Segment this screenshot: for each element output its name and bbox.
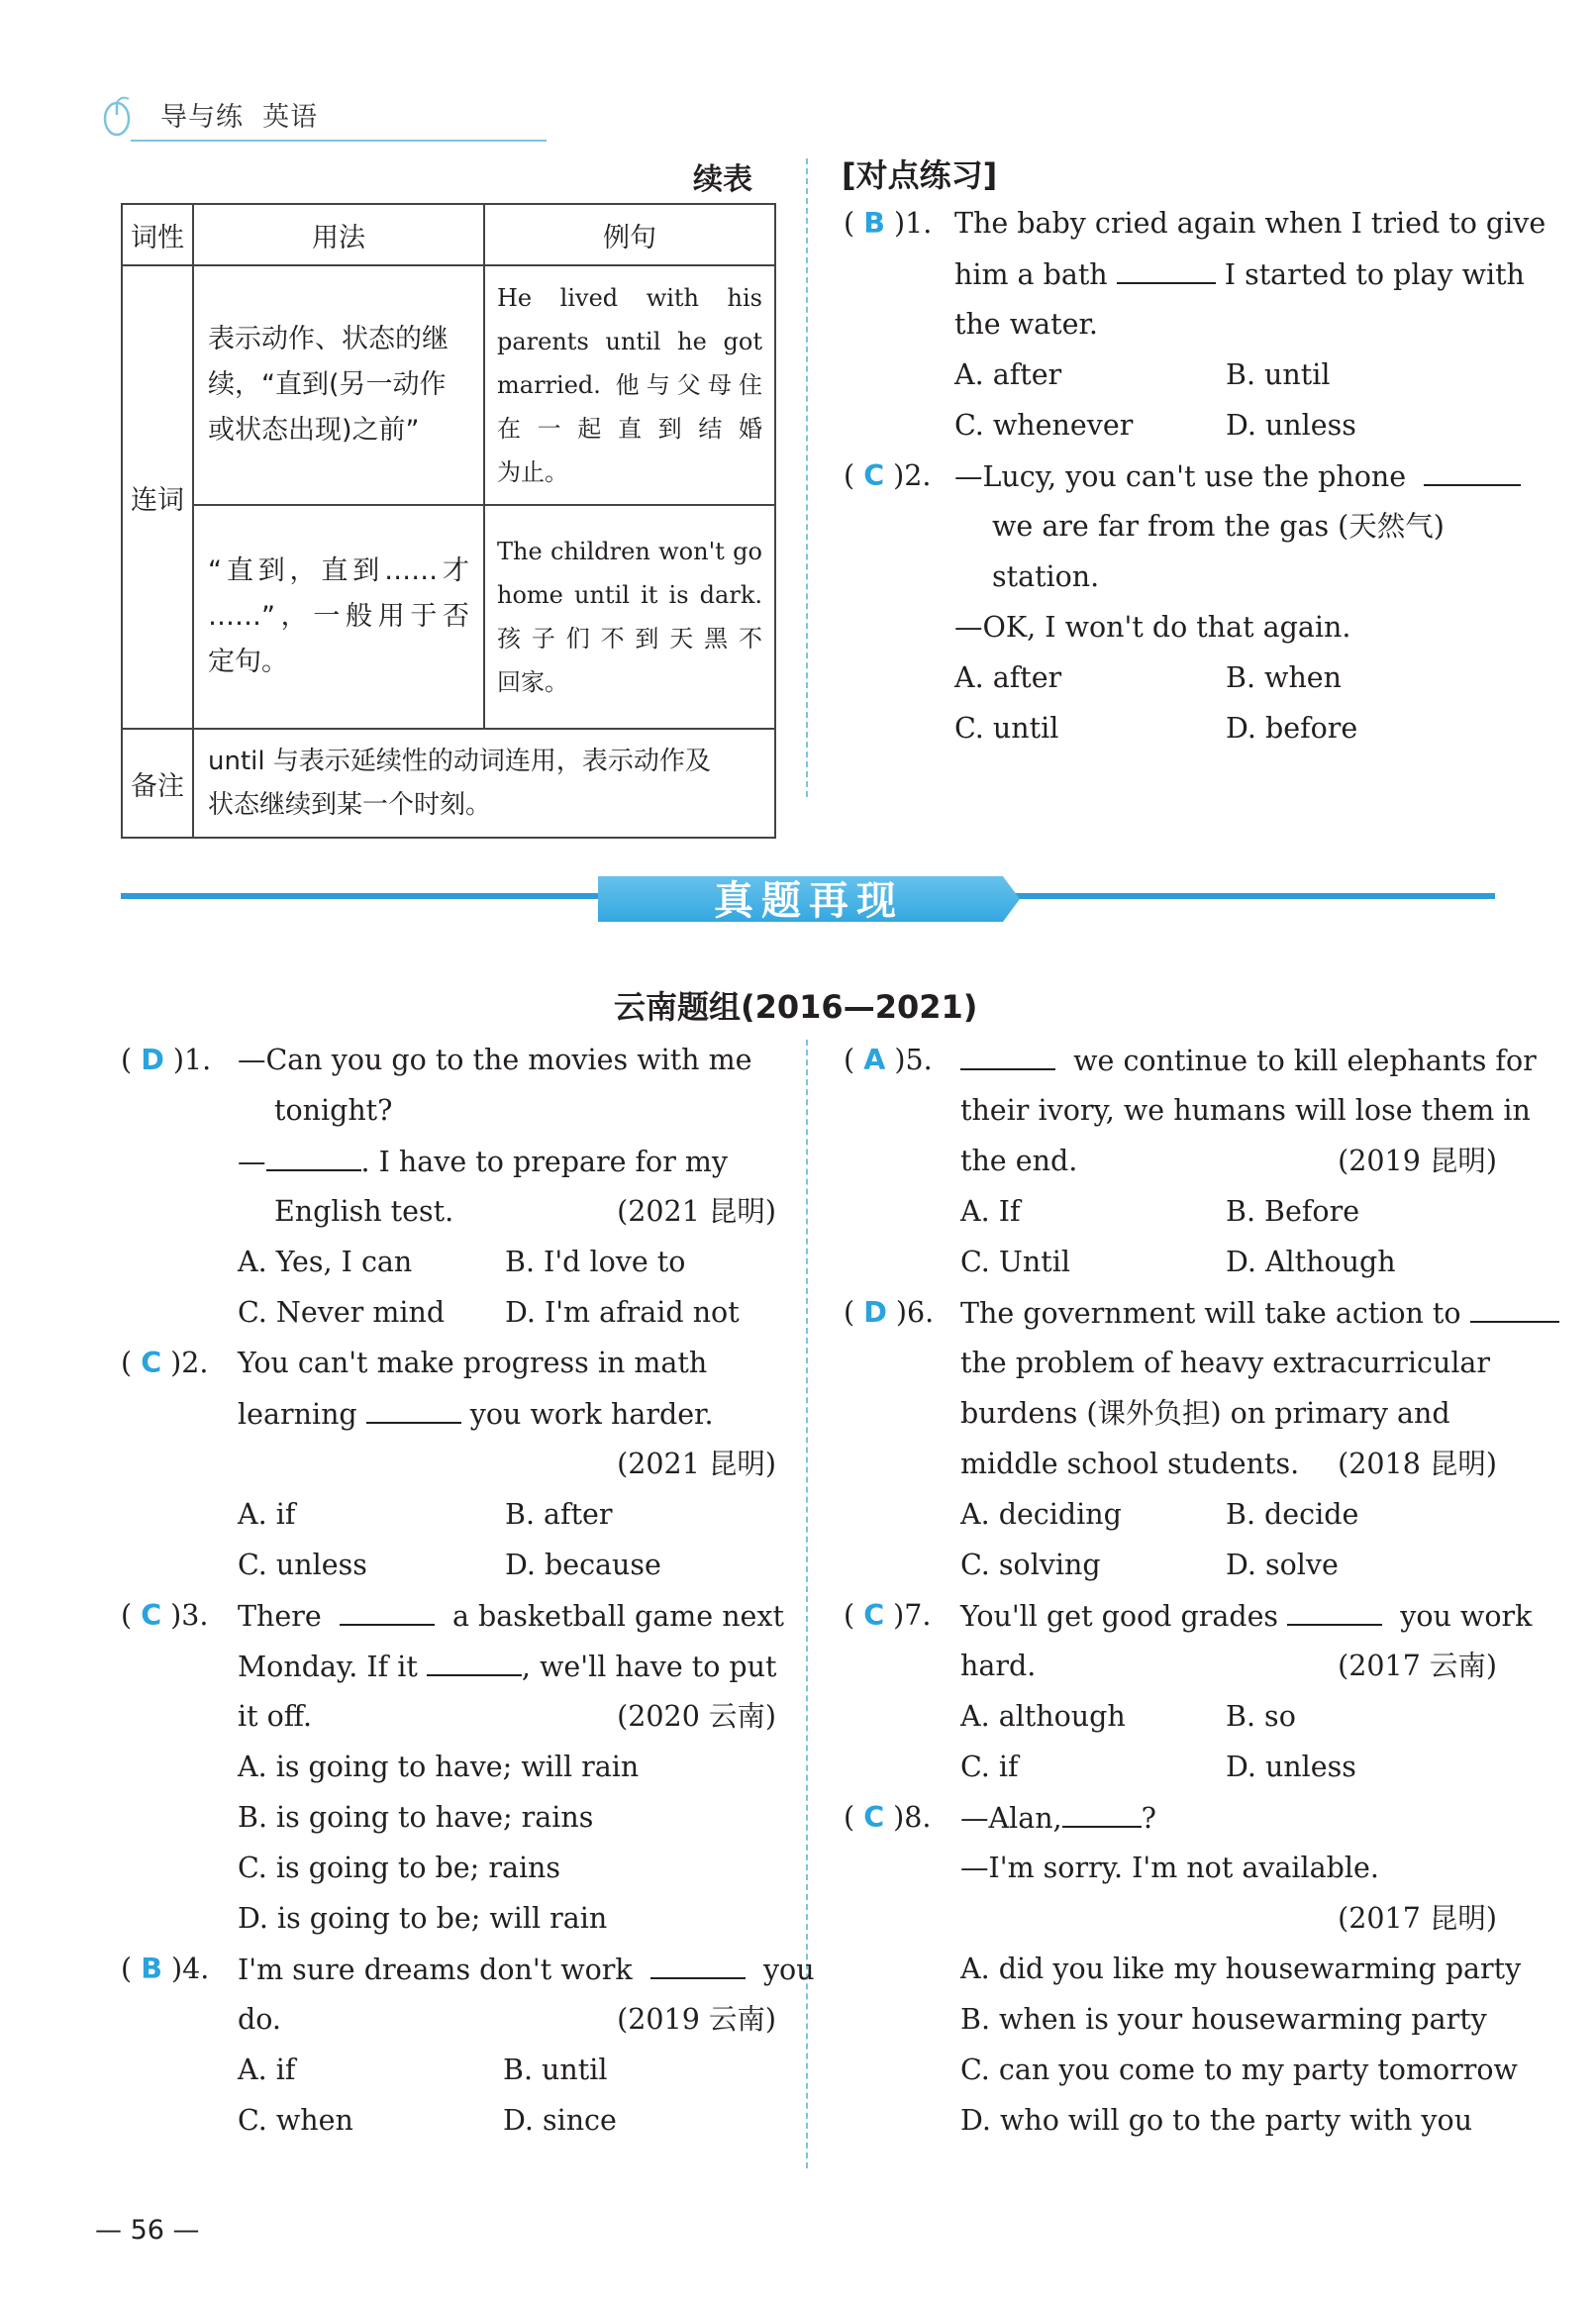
example-cell bbox=[484, 265, 775, 505]
option-b[interactable]: B. so bbox=[1226, 1700, 1296, 1733]
answer-letter: C bbox=[863, 1599, 885, 1632]
option-d[interactable]: D. solve bbox=[1226, 1549, 1339, 1581]
answer-blank[interactable] bbox=[1424, 451, 1521, 486]
example-line: 在一起直到结婚 bbox=[497, 415, 762, 443]
example-line: parents until he got bbox=[497, 328, 762, 355]
option-c[interactable]: C. until bbox=[954, 712, 1059, 745]
question-line: English test. bbox=[274, 1195, 454, 1228]
practice-title: [对点练习] bbox=[842, 156, 998, 194]
table-header-row bbox=[122, 204, 775, 265]
question-source: (2019 昆明) bbox=[1338, 1145, 1497, 1177]
question-line: I'm sure dreams don't work bbox=[238, 1954, 633, 1986]
question-line: tonight? bbox=[274, 1094, 393, 1127]
option-b[interactable]: B. is going to have; rains bbox=[238, 1801, 594, 1834]
exam-question-6: ( D )6. The government will take action to the problem of heavy extracurricular burdens (课外负担) on primary and middle school students. (2018 昆明) A. deciding B. decide C. solving D. solve bbox=[844, 1287, 1497, 1594]
question-line: —Can you go to the movies with me bbox=[238, 1044, 752, 1076]
option-a[interactable]: A. If bbox=[960, 1195, 1021, 1228]
answer-blank[interactable] bbox=[1470, 1287, 1559, 1323]
question-line: The government will take action to bbox=[960, 1297, 1461, 1330]
table-header-usage: 用法 bbox=[193, 204, 484, 265]
question-line: —Lucy, you can't use the phone bbox=[954, 460, 1407, 493]
question-number: 8. bbox=[904, 1801, 932, 1834]
example-cell bbox=[484, 505, 775, 729]
question-line: the end. bbox=[960, 1145, 1078, 1177]
question-source: (2017 云南) bbox=[1338, 1650, 1497, 1682]
answer-letter: C bbox=[863, 459, 885, 492]
option-b[interactable]: B. Before bbox=[1226, 1195, 1360, 1228]
usage-cell bbox=[193, 265, 484, 505]
exam-question-2: ( C )2. You can't make progress in math learning you work harder. (2021 昆明) A. if B. after C. unless D. because bbox=[121, 1338, 776, 1595]
answer-letter: A bbox=[863, 1044, 886, 1076]
option-b[interactable]: B. when is your housewarming party bbox=[960, 2003, 1487, 2036]
example-line: married. 他与父母住 bbox=[497, 371, 762, 399]
question-line: we continue to kill elephants for bbox=[1073, 1045, 1537, 1077]
example-line: 孩子们不到天黑不 bbox=[497, 625, 762, 652]
practice-question-2: ( C )2. —Lucy, you can't use the phone we are far from the gas (天然气) station. —OK, I won't do that again. A. after B. when C. until D. before bbox=[844, 451, 1497, 757]
question-line: the water. bbox=[954, 308, 1098, 341]
answer-letter: B bbox=[863, 207, 885, 240]
subject-title: 英语 bbox=[262, 102, 319, 133]
option-a[interactable]: A. did you like my housewarming party bbox=[960, 1953, 1522, 1985]
table-row bbox=[122, 505, 775, 729]
question-line: You'll get good grades bbox=[960, 1600, 1279, 1633]
continued-table-label: 续表 bbox=[693, 162, 752, 197]
option-c[interactable]: C. is going to be; rains bbox=[238, 1852, 561, 1884]
question-line: The baby cried again when I tried to give bbox=[954, 207, 1546, 240]
table-note-row bbox=[122, 729, 775, 838]
question-number: 5. bbox=[905, 1044, 933, 1076]
option-c[interactable]: C. can you come to my party tomorrow bbox=[960, 2054, 1518, 2086]
option-b[interactable]: B. when bbox=[1226, 661, 1343, 694]
question-line: you work harder. bbox=[469, 1398, 714, 1431]
option-d[interactable]: D. since bbox=[503, 2104, 617, 2137]
book-title: 导与练 bbox=[160, 102, 244, 133]
header-rule bbox=[131, 140, 547, 142]
option-b[interactable]: B. I'd love to bbox=[505, 1246, 686, 1278]
option-a[interactable]: A. if bbox=[238, 2054, 296, 2086]
question-line: I started to play with bbox=[1224, 258, 1525, 291]
option-b[interactable]: B. decide bbox=[1226, 1498, 1359, 1531]
exam-question-4: ( B )4. I'm sure dreams don't work you do. (2019 云南) A. if B. until C. when D. since bbox=[121, 1944, 776, 2152]
table-row bbox=[122, 265, 775, 505]
option-a[interactable]: A. is going to have; will rain bbox=[238, 1751, 640, 1783]
question-line: , we'll have to put bbox=[521, 1651, 777, 1683]
option-c[interactable]: C. Never mind bbox=[238, 1296, 446, 1329]
question-line: you work bbox=[1400, 1600, 1533, 1633]
option-a[interactable]: A. Yes, I can bbox=[238, 1246, 413, 1278]
grammar-table bbox=[121, 203, 776, 839]
question-number: 2. bbox=[181, 1347, 209, 1379]
column-separator-bottom bbox=[806, 1040, 808, 2168]
section-banner-title: 真题再现 bbox=[714, 878, 904, 924]
question-line: station. bbox=[992, 560, 1100, 593]
column-separator-top bbox=[806, 158, 808, 797]
option-d[interactable]: D. unless bbox=[1226, 409, 1356, 442]
usage-line: 定句。 bbox=[208, 647, 288, 677]
exam-question-7: ( C )7. You'll get good grades you work hard. (2017 云南) A. although B. so C. if D. unless bbox=[844, 1590, 1497, 1798]
note-line: 状态继续到某一个时刻。 bbox=[208, 790, 492, 820]
usage-line: 或状态出现)之前” bbox=[208, 415, 420, 446]
option-a[interactable]: A. if bbox=[238, 1498, 296, 1531]
answer-letter: D bbox=[141, 1044, 164, 1076]
usage-line: 表示动作、状态的继 bbox=[208, 324, 449, 354]
usage-line: “直到，直到……才 bbox=[208, 555, 469, 586]
answer-letter: B bbox=[141, 1953, 162, 1985]
exam-question-1: ( D )1. —Can you go to the movies with me tonight? — . I have to prepare for my English test. (2021 昆明) A. Yes, I can B. I'd love to C. Never mind D. I'm afraid not bbox=[121, 1035, 776, 1342]
option-d[interactable]: D. before bbox=[1226, 712, 1358, 745]
question-group-title: 云南题组(2016—2021) bbox=[614, 988, 978, 1026]
question-line: hard. bbox=[960, 1650, 1037, 1682]
option-a[interactable]: A. although bbox=[960, 1700, 1126, 1733]
question-line: There bbox=[238, 1600, 322, 1633]
question-source: (2017 昆明) bbox=[1338, 1902, 1497, 1935]
answer-blank[interactable] bbox=[650, 1944, 746, 1979]
option-b[interactable]: B. after bbox=[505, 1498, 613, 1531]
exam-question-8: ( C )8. —Alan, ? —I'm sorry. I'm not available. (2017 昆明) A. did you like my housewarming party B. when is your housewarming party C. can you come to my party tomorrow D. who will go to the party with you bbox=[844, 1792, 1497, 2149]
question-source: (2018 昆明) bbox=[1338, 1448, 1497, 1480]
mouse-icon bbox=[99, 95, 135, 139]
exam-question-3: ( C )3. There a basketball game next Monday. If it , we'll have to put it off. (2020 云南) A. is going to have; will rain B. is going to have; rains C. is going to be; rains D. is going to be; will rain bbox=[121, 1590, 776, 1947]
question-number: 3. bbox=[181, 1599, 209, 1632]
question-source: (2020 云南) bbox=[617, 1700, 776, 1733]
question-line: — bbox=[238, 1146, 266, 1178]
question-line: it off. bbox=[238, 1700, 313, 1733]
note-label: 备注 bbox=[122, 729, 193, 838]
question-line: middle school students. bbox=[960, 1448, 1300, 1480]
question-number: 4. bbox=[182, 1953, 210, 1985]
page-number: — 56 — bbox=[95, 2215, 200, 2246]
question-line: him a bath bbox=[954, 258, 1108, 291]
usage-line: 续，“直到(另一动作 bbox=[208, 369, 447, 400]
answer-blank[interactable] bbox=[266, 1136, 361, 1171]
question-line: do. bbox=[238, 2003, 281, 2036]
answer-blank[interactable] bbox=[427, 1641, 522, 1676]
question-line: . I have to prepare for my bbox=[360, 1146, 729, 1178]
option-d[interactable]: D. unless bbox=[1226, 1751, 1356, 1783]
note-cell bbox=[193, 729, 775, 838]
question-line: the problem of heavy extracurricular bbox=[960, 1347, 1491, 1379]
question-line: —OK, I won't do that again. bbox=[954, 611, 1351, 644]
exam-question-5: ( A )5. we continue to kill elephants for their ivory, we humans will lose them in the end. (2019 昆明) A. If B. Before C. Until D. Although bbox=[844, 1035, 1497, 1292]
option-d[interactable]: D. Although bbox=[1226, 1246, 1396, 1278]
option-b[interactable]: B. until bbox=[1226, 358, 1331, 391]
usage-cell bbox=[193, 505, 484, 729]
option-d[interactable]: D. is going to be; will rain bbox=[238, 1902, 608, 1935]
answer-letter: D bbox=[863, 1296, 887, 1329]
practice-question-1: ( B )1. The baby cried again when I tried to give him a bath I started to play with the water. A. after B. until C. whenever D. unless bbox=[844, 198, 1497, 455]
answer-letter: C bbox=[141, 1347, 162, 1379]
option-c[interactable]: C. if bbox=[960, 1751, 1019, 1783]
option-b[interactable]: B. until bbox=[503, 2054, 608, 2086]
question-number: 6. bbox=[907, 1296, 935, 1329]
option-c[interactable]: C. solving bbox=[960, 1549, 1101, 1581]
question-line: their ivory, we humans will lose them in bbox=[960, 1094, 1531, 1127]
answer-blank[interactable] bbox=[340, 1590, 435, 1626]
option-d[interactable]: D. I'm afraid not bbox=[505, 1296, 740, 1329]
option-a[interactable]: A. after bbox=[954, 358, 1062, 391]
note-line: until 与表示延续性的动词连用，表示动作及 bbox=[208, 747, 711, 776]
question-line: You can't make progress in math bbox=[238, 1347, 708, 1379]
question-source: (2021 昆明) bbox=[617, 1448, 776, 1480]
example-line: He lived with his bbox=[497, 284, 762, 312]
option-a[interactable]: A. after bbox=[954, 661, 1062, 694]
question-line: a basketball game next bbox=[451, 1600, 784, 1633]
answer-blank[interactable] bbox=[1117, 249, 1216, 284]
option-c[interactable]: C. when bbox=[238, 2104, 353, 2137]
answer-blank[interactable] bbox=[366, 1388, 461, 1424]
answer-blank[interactable] bbox=[1062, 1792, 1142, 1828]
question-line: learning bbox=[238, 1398, 357, 1431]
question-line: —Alan, bbox=[960, 1802, 1062, 1835]
question-source: (2019 云南) bbox=[617, 2003, 776, 2036]
answer-letter: C bbox=[863, 1801, 885, 1834]
question-number: 1. bbox=[905, 207, 933, 240]
question-source: (2021 昆明) bbox=[617, 1195, 776, 1228]
option-c[interactable]: C. Until bbox=[960, 1246, 1070, 1278]
question-line: we are far from the gas (天然气) bbox=[992, 510, 1445, 543]
answer-blank[interactable] bbox=[960, 1035, 1055, 1070]
example-line: home until it is dark. bbox=[497, 581, 762, 609]
question-line: you bbox=[762, 1954, 815, 1986]
question-line: ? bbox=[1141, 1802, 1156, 1835]
example-line: 为止。 bbox=[497, 458, 568, 486]
option-c[interactable]: C. whenever bbox=[954, 409, 1134, 442]
option-a[interactable]: A. deciding bbox=[960, 1498, 1122, 1531]
table-header-pos: 词性 bbox=[122, 204, 193, 265]
table-header-example: 例句 bbox=[484, 204, 775, 265]
question-number: 7. bbox=[904, 1599, 932, 1632]
option-d[interactable]: D. who will go to the party with you bbox=[960, 2104, 1473, 2137]
answer-letter: C bbox=[141, 1599, 162, 1632]
question-line: Monday. If it bbox=[238, 1651, 418, 1683]
example-line: The children won't go bbox=[497, 538, 762, 565]
question-line: —I'm sorry. I'm not available. bbox=[960, 1852, 1379, 1884]
usage-line: ……”，一般用于否 bbox=[208, 601, 469, 632]
table-pos-cell: 连词 bbox=[122, 265, 193, 729]
question-line: burdens (课外负担) on primary and bbox=[960, 1397, 1450, 1430]
question-number: 2. bbox=[904, 459, 932, 492]
option-c[interactable]: C. unless bbox=[238, 1549, 367, 1581]
question-number: 1. bbox=[184, 1044, 212, 1076]
running-header bbox=[160, 95, 318, 134]
answer-blank[interactable] bbox=[1287, 1590, 1382, 1626]
option-d[interactable]: D. because bbox=[505, 1549, 661, 1581]
example-line: 回家。 bbox=[497, 668, 568, 696]
